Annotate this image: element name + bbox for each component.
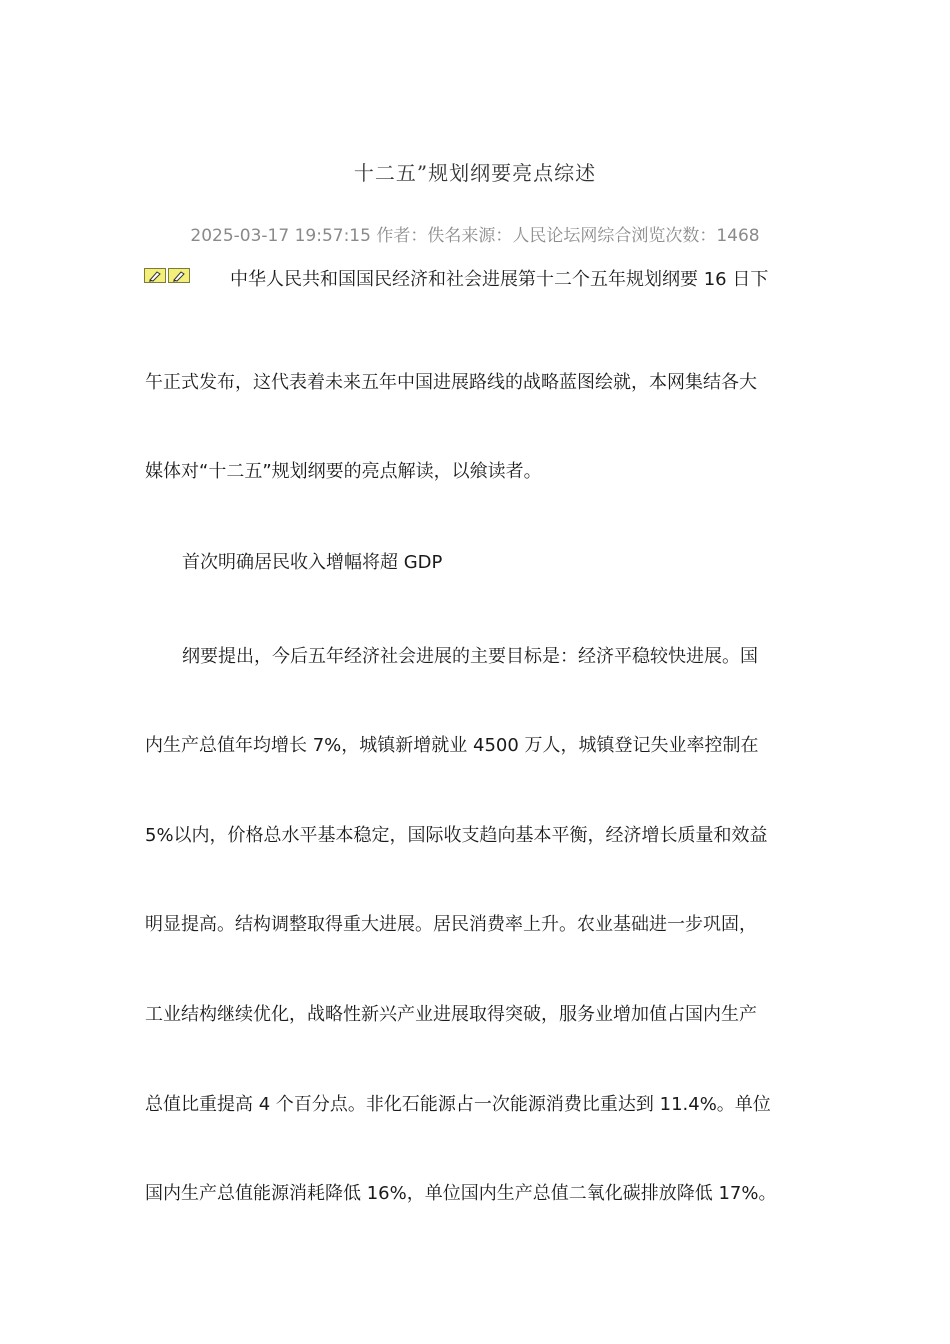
article-title: 十二五”规划纲要亮点综述 [353, 161, 597, 185]
paragraph-line: 纲要提出，今后五年经济社会进展的主要目标是：经济平稳较快进展。国 [182, 646, 758, 667]
paragraph-line: 工业结构继续优化，战略性新兴产业进展取得突破，服务业增加值占国内生产 [145, 1004, 757, 1025]
paragraph-line: 明显提高。结构调整取得重大进展。居民消费率上升。农业基础进一步巩固， [145, 914, 757, 935]
article-meta: 2025-03-17 19:57:15 作者：佚名来源：人民论坛网综合浏览次数：1468 [190, 226, 760, 246]
paragraph-line: 国内生产总值能源消耗降低 16%，单位国内生产总值二氧化碳排放降低 17%。 [145, 1183, 777, 1204]
edit-icon[interactable] [168, 268, 190, 283]
paragraph-line: 媒体对“十二五”规划纲要的亮点解读，以飨读者。 [145, 461, 542, 482]
edit-icon[interactable] [144, 268, 166, 283]
section-heading: 首次明确居民收入增幅将超 GDP [182, 552, 443, 573]
paragraph-line: 总值比重提高 4 个百分点。非化石能源占一次能源消费比重达到 11.4%。单位 [145, 1094, 771, 1115]
paragraph-line: 中华人民共和国国民经济和社会进展第十二个五年规划纲要 16 日下 [230, 269, 769, 290]
paragraph-line: 午正式发布，这代表着未来五年中国进展路线的战略蓝图绘就，本网集结各大 [145, 372, 757, 393]
paragraph-line: 内生产总值年均增长 7%，城镇新增就业 4500 万人，城镇登记失业率控制在 [145, 735, 759, 756]
toolbar-icons [144, 268, 192, 285]
paragraph-line: 5%以内，价格总水平基本稳定，国际收支趋向基本平衡，经济增长质量和效益 [145, 825, 768, 846]
